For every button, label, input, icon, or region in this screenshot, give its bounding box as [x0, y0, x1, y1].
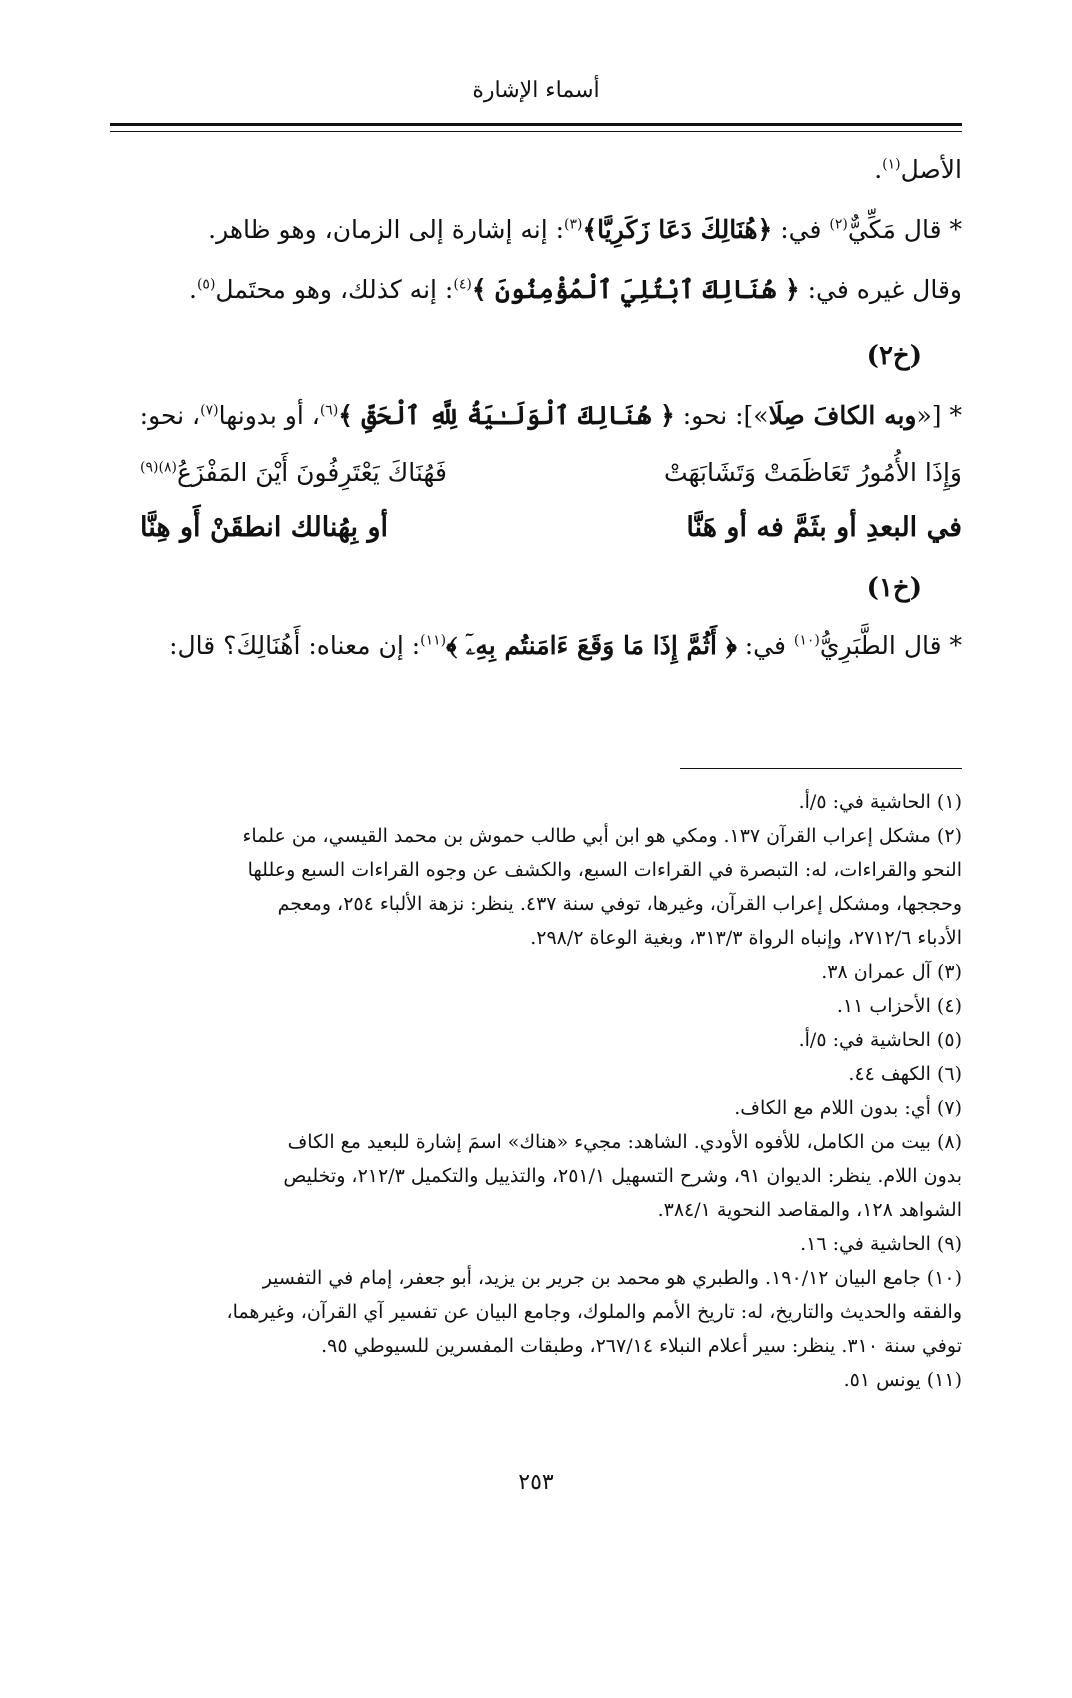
footnote-line: الأدباء ٢٧١٢/٦، وإنباه الرواة ٣١٣/٣، وبغية الوعاة ٢٩٨/٢.: [530, 927, 962, 949]
footnote-line: والفقه والحديث والتاريخ، له: تاريخ الأمم والملوك، وجامع البيان عن تفسير آي القرآن، وغيرهما،: [226, 1301, 962, 1323]
page-number: ٢٥٣: [518, 1470, 554, 1495]
poem-line-2-second-hemistich: أو بِهُنالك انطقَنْ أَو هِنَّا: [140, 512, 388, 543]
footnote-line: الشواهد ١٢٨، والمقاصد النحوية ٣٨٤/١.: [657, 1199, 962, 1221]
footnote-line: (٢) مشكل إعراب القرآن ١٣٧. ومكي هو ابن أبي طالب حموش بن محمد القيسي، من علماء: [242, 825, 962, 847]
footnote-ref: (٧): [200, 402, 219, 419]
footnote-line: وحججها، ومشكل إعراب القرآن، وغيرها، توفي سنة ٤٣٧. ينظر: نزهة الألباء ٢٥٤، ومعجم: [277, 893, 962, 915]
footnote-ref: (٦): [319, 402, 339, 419]
footnote-line: (٩) الحاشية في: ١٦.: [800, 1233, 962, 1255]
text-segment: : إنه كذلك، وهو محتَمل: [215, 275, 454, 304]
footnote-line: بدون اللام. ينظر: الديوان ٩١، وشرح التسهيل ٢٥١/١، والتذييل والتكميل ٢١٢/٣، وتخليص: [283, 1165, 962, 1187]
footnote-ref: (٨)(٩): [140, 459, 177, 476]
text-segment: * قال مَكِّيٌّ: [847, 215, 962, 244]
footnote-ref: (١١): [420, 632, 447, 649]
text-segment: »]: نحو:: [674, 401, 769, 430]
text-segment: ، نحو:: [139, 401, 201, 430]
section-tag-kh2: (خ٢): [866, 341, 922, 371]
poem-line-1-first-hemistich: وَإِذَا الأُمُورُ تَعَاظَمَتْ وَتَشَابَهَتْ: [663, 458, 962, 487]
text-segment: في:: [772, 215, 830, 244]
text-segment: ، أو بدونها: [218, 401, 320, 430]
text-segment: الأصل: [900, 155, 962, 184]
text-segment: : إن معناه: أَهُنَالِكَ؟ قال:: [169, 631, 421, 660]
header-rule-thick: [110, 123, 962, 126]
footnote-line: توفي سنة ٣١٠. ينظر: سير أعلام النبلاء ٢٦٧/١٤، وطبقات المفسرين للسيوطي ٩٥.: [321, 1335, 962, 1357]
footnote-line: (٣) آل عمران ٣٨.: [821, 961, 962, 983]
text-segment: : إنه إشارة إلى الزمان، وهو ظاهر.: [208, 215, 565, 244]
poem-line-2-first-hemistich: في البعدِ أو بثَمَّ فه أو هَنَّا: [686, 512, 962, 543]
footnote-ref: (٢): [829, 216, 848, 233]
header-rule-thin: [110, 131, 962, 132]
quran-verse: ﴿ هُنَالِكَ ٱلْوَلَـٰيَةُ لِلَّهِ ٱلْحَقِّ ﴾: [338, 401, 675, 430]
text-line-1: [874, 150, 962, 190]
footnote-line: (٧) أي: بدون اللام مع الكاف.: [734, 1097, 962, 1119]
quran-verse: ﴿هُنَالِكَ دَعَا زَكَرِيَّا﴾: [582, 215, 773, 244]
footnote-separator: [680, 768, 962, 769]
text-line-3: [189, 270, 962, 310]
verse-quote: وبه الكافَ صِلَا: [768, 401, 917, 430]
footnote-line: (٤) الأحزاب ١١.: [836, 995, 962, 1017]
footnote-line: (٥) الحاشية في: ٥/أ.: [798, 1029, 962, 1051]
text-line-4: [140, 396, 962, 436]
text-line-2: [208, 210, 962, 250]
text-segment: .: [189, 275, 197, 304]
text-segment: وقال غيره في:: [799, 275, 962, 304]
footnote-ref: (١): [882, 156, 901, 173]
footnote-line: (١١) يونس ٥١.: [843, 1369, 962, 1391]
footnote-line: (١٠) جامع البيان ١٩٠/١٢. والطبري هو محمد بن جرير بن يزيد، أبو جعفر، إمام في التفسير: [262, 1267, 962, 1289]
footnote-line: النحو والقراءات، له: التبصرة في القراءات السبع، والكشف عن وجوه القراءات السبع وعللها: [247, 859, 962, 881]
footnote-ref: (٣): [564, 216, 583, 233]
poem-line-1-second-hemistich: [140, 453, 447, 493]
footnote-line: (٨) بيت من الكامل، للأفوه الأودي. الشاهد: مجيء «هناك» اسمَ إشارة للبعيد مع الكاف: [287, 1131, 962, 1153]
text-segment: * [«: [916, 401, 962, 430]
section-tag-kh1: (خ١): [866, 573, 922, 603]
text-segment: في:: [736, 631, 794, 660]
footnote-ref: (٥): [196, 276, 216, 293]
footnote-line: (١) الحاشية في: ٥/أ.: [798, 791, 962, 813]
hemistich-text: فَهُنَاكَ يَعْتَرِفُونَ أَيْنَ المَفْزَعُ: [176, 458, 447, 487]
running-title: أسماء الإشارة: [472, 78, 600, 103]
quran-verse: ﴿ أَثُمَّ إِذَا مَا وَقَعَ ءَامَنتُم بِهِۦٓ ﴾: [446, 631, 737, 660]
quran-verse: ﴿ هُنَالِكَ ٱبْتُلِيَ ٱلْمُؤْمِنُونَ ﴾: [471, 275, 800, 304]
text-line-5: [169, 626, 962, 666]
footnote-ref: (١٠): [793, 632, 820, 649]
text-segment: .: [874, 155, 883, 184]
text-segment: * قال الطَّبَرِيُّ: [819, 631, 962, 660]
footnote-line: (٦) الكهف ٤٤.: [848, 1063, 962, 1085]
footnote-ref: (٤): [453, 276, 472, 293]
